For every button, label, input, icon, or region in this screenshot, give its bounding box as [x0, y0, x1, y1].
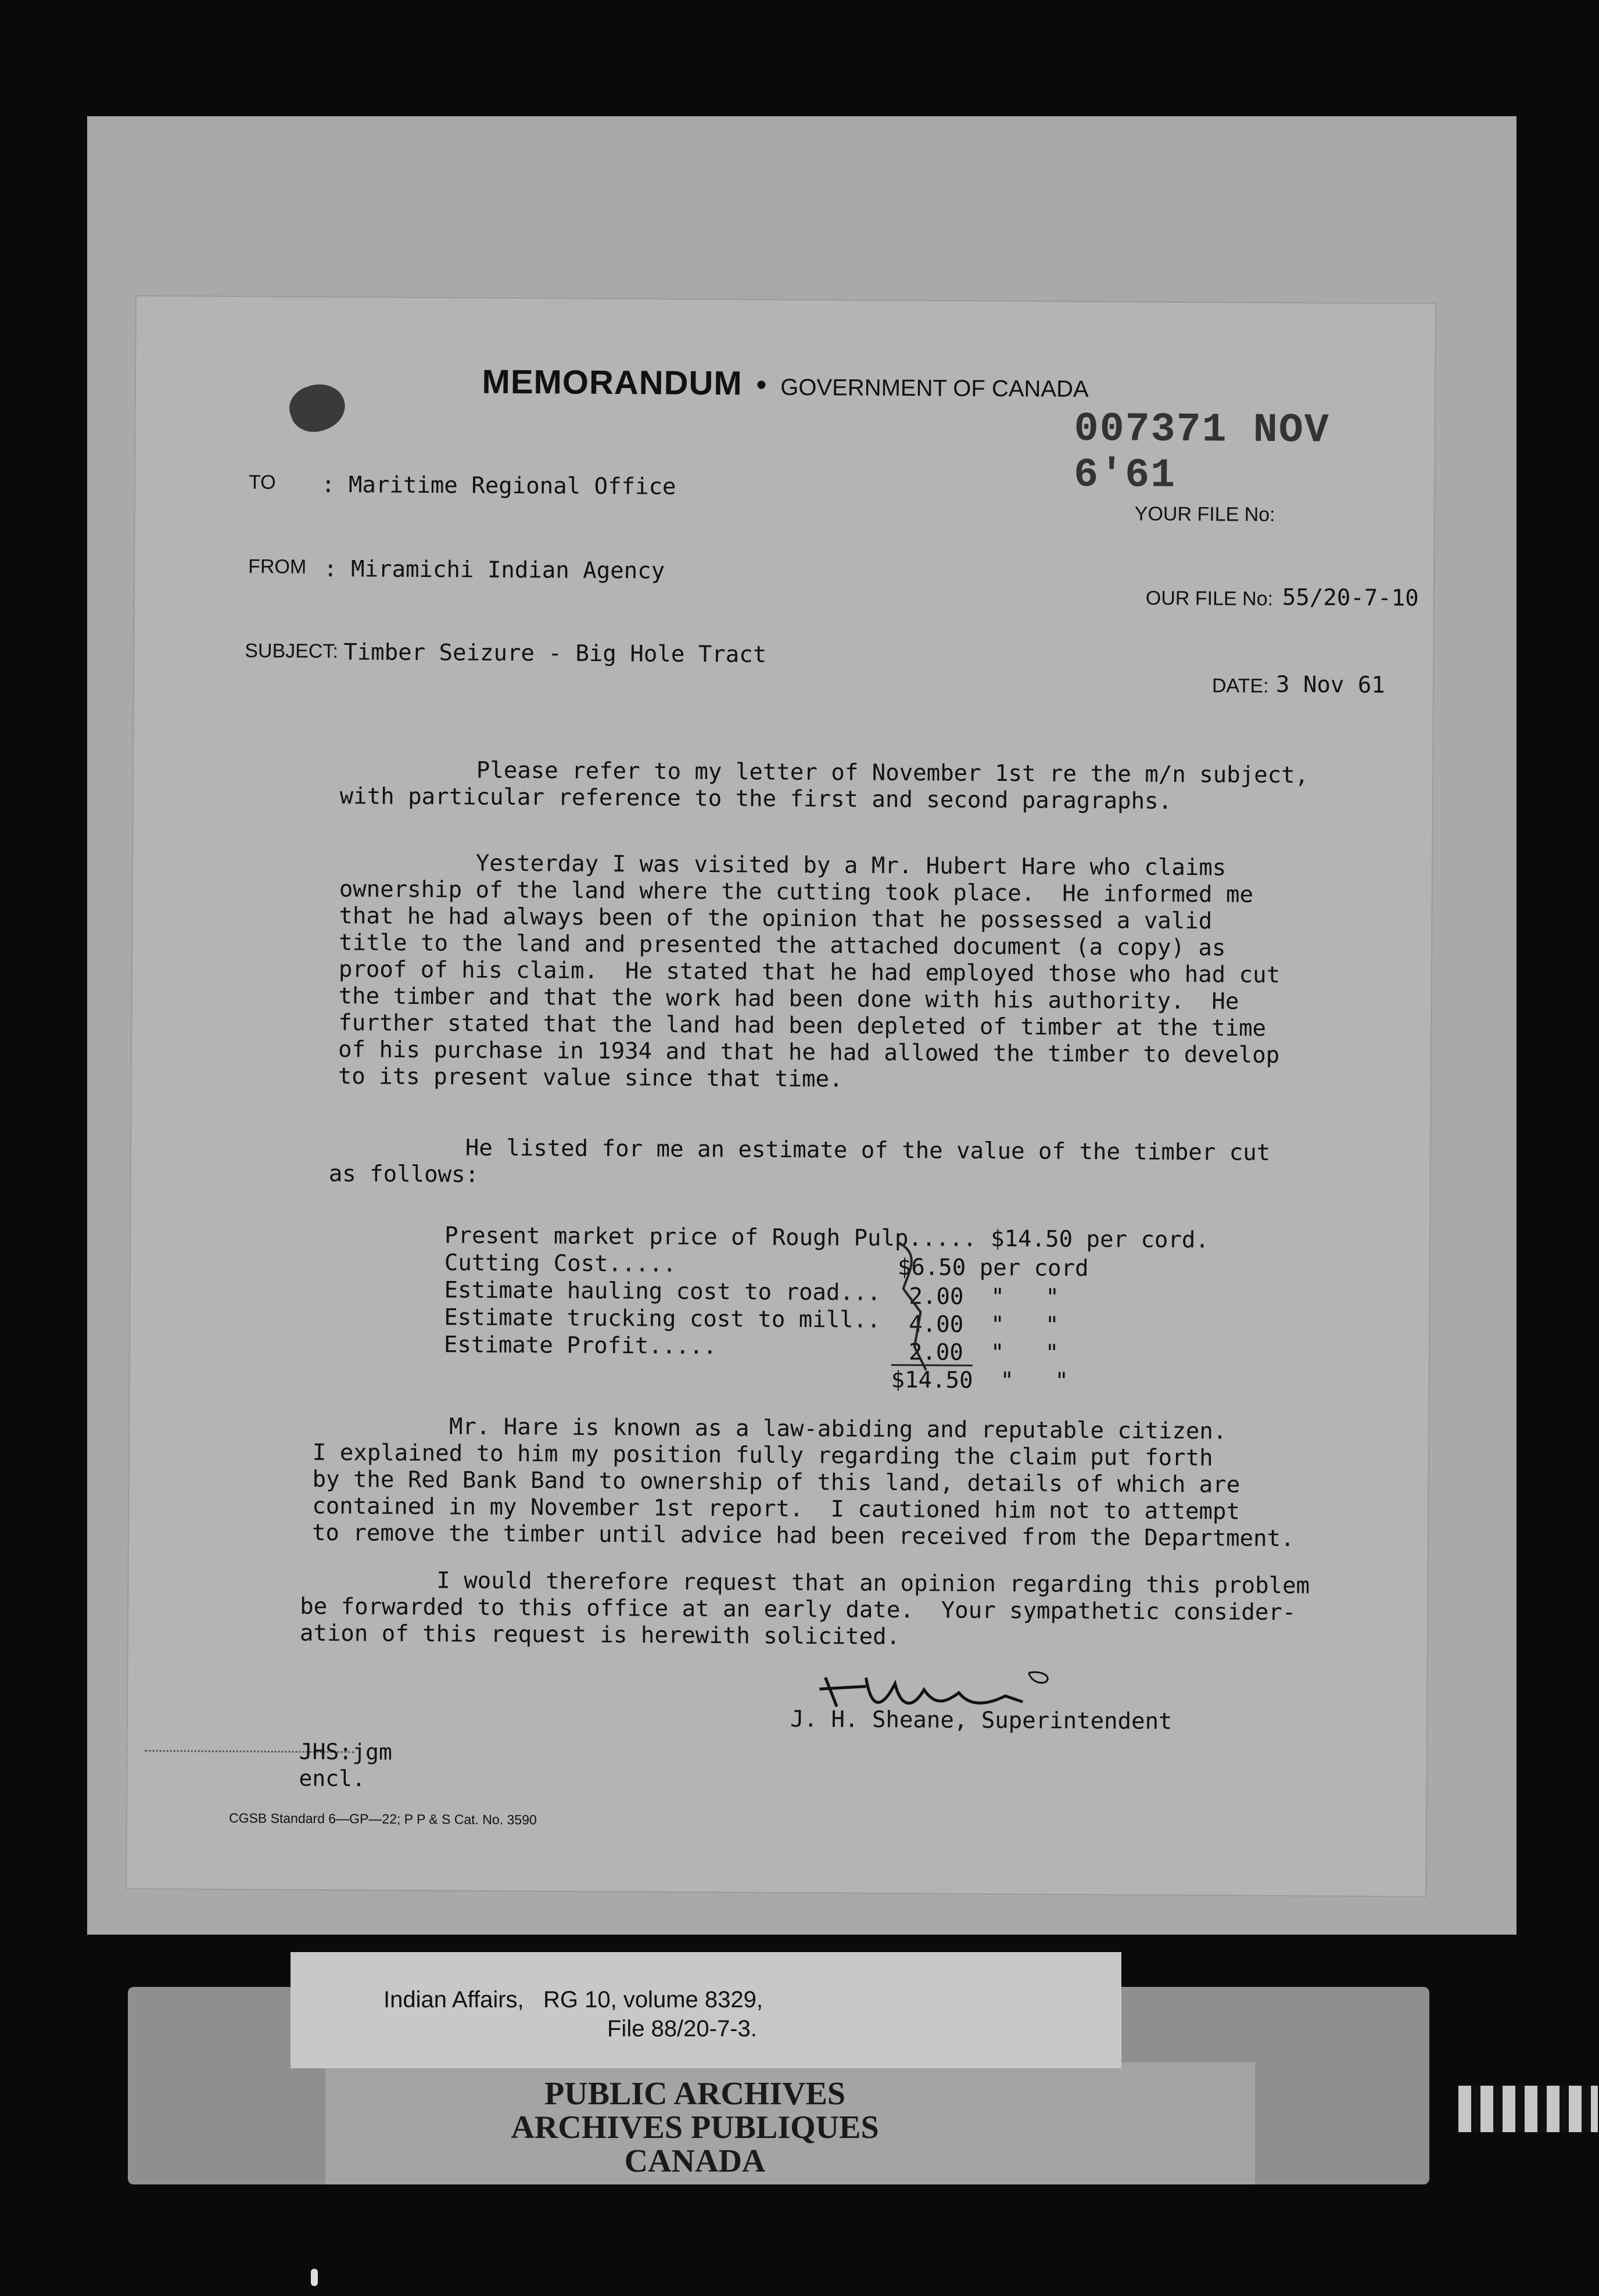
date-value: 3 Nov 61 [1275, 671, 1385, 699]
department-name: GOVERNMENT OF CANADA [780, 374, 1089, 403]
memorandum-page [127, 296, 1435, 1896]
to-label: TO [248, 471, 276, 494]
received-stamp: 007371 NOV 6'61 [1073, 406, 1330, 499]
your-file-label: YOUR FILE No: [1134, 503, 1275, 526]
our-file-value: 55/20-7-10 [1282, 584, 1419, 612]
estimate-amount: $6.50 per cord [897, 1254, 1089, 1282]
estimate-amount: 2.00 " " [908, 1339, 1059, 1366]
estimate-amount: 4.00 " " [909, 1311, 1059, 1339]
subject-label: SUBJECT: [245, 640, 338, 663]
pen-correction-mark [885, 1236, 956, 1388]
paragraph-1: Please refer to my letter of November 1st re the m/n subject, with particular reference to the first and second paragraphs. [339, 756, 1309, 815]
estimate-amount: 2.00 " " [909, 1283, 1059, 1311]
from-value: : Miramichi Indian Agency [324, 555, 665, 584]
to-value: : Maritime Regional Office [321, 471, 676, 500]
film-tick [311, 2269, 318, 2286]
estimate-item: Cutting Cost..... [444, 1250, 677, 1278]
estimate-item: Estimate trucking cost to mill.. [444, 1304, 881, 1333]
film-edge-mark [1458, 2086, 1598, 2132]
signature-line: J. H. Sheane, Superintendent [790, 1706, 1173, 1735]
from-label: FROM [248, 555, 307, 578]
estimate-amount: $14.50 per cord. [990, 1226, 1209, 1254]
archive-ref-line-2: File 88/20-7-3. [607, 2016, 757, 2042]
memo-heading: MEMORANDUM [482, 363, 743, 403]
estimate-item: Estimate hauling cost to road... [444, 1277, 881, 1306]
paragraph-2: Yesterday I was visited by a Mr. Hubert Hare who claims ownership of the land where the cutting took place. He informed me that he had always been of the opinion that he possessed a valid title to the land and presented the attached document (a copy) as proof of his claim. He stated that he had employed those who had cut the timber and that the work had been done with his authority. He further stated that the land had been depleted of timber at the time of his purchase in 1934 and that he had allowed the timber to develop to its present value since that time. [338, 849, 1281, 1093]
memo-header [136, 360, 1435, 407]
subject-value: Timber Seizure - Big Hole Tract [343, 639, 767, 668]
date-label: DATE: [1211, 675, 1269, 697]
paragraph-4: Mr. Hare is known as a law-abiding and reputable citizen. I explained to him my position fully regarding the claim put forth by the Red Bank Band to ownership of this land, details of which are contained in my November 1st report. I cautioned him not to attempt to remove the timber until advice had been received from the Department. [311, 1412, 1295, 1552]
our-file-label: OUR FILE No: [1145, 587, 1274, 610]
archive-ref-line-1: Indian Affairs, RG 10, volume 8329, [383, 1987, 763, 2012]
stamp-line-1: PUBLIC ARCHIVES [544, 2076, 846, 2112]
heading-separator: • [756, 368, 767, 402]
estimate-item: Estimate Profit..... [443, 1332, 717, 1360]
public-archives-stamp [0, 2077, 1599, 2178]
stamp-line-3: CANADA [624, 2143, 766, 2179]
typist-initials: JHS:jgm encl. [299, 1738, 392, 1792]
stamp-line-2: ARCHIVES PUBLIQUES [511, 2110, 879, 2146]
archive-reference-label [291, 1952, 1121, 2068]
paragraph-5: I would therefore request that an opinion regarding this problem be forwarded to this office at an early date. Your sympathetic consider- ation of this request is herewith solicited. [299, 1566, 1310, 1651]
form-reference: CGSB Standard 6—GP—22; P P & S Cat. No. 3590 [228, 1810, 537, 1828]
estimate-total: $14.50 " " [891, 1366, 1069, 1394]
estimate-item: Present market price of Rough Pulp..... [444, 1222, 977, 1252]
paragraph-3: He listed for me an estimate of the value of the timber cut as follows: [328, 1134, 1271, 1188]
